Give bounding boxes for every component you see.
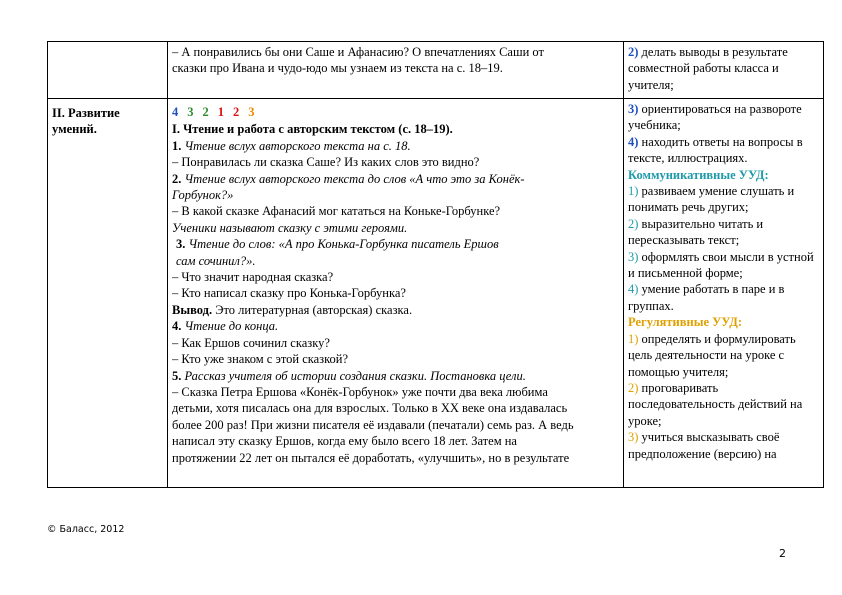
activity-number: 1: [217, 105, 224, 119]
text-line: – А понравились бы они Саше и Афанасию? О впечатлениях Саши от: [172, 45, 544, 59]
activity-number: 3: [248, 105, 255, 119]
step: 5. Рассказ учителя об истории создания сказки. Постановка цели.: [172, 368, 526, 383]
question: – Понравилась ли сказка Саше? Из каких слов это видно?: [172, 155, 480, 170]
lesson-table: [47, 41, 824, 488]
uud-item: 2) проговаривать последовательность действий на уроке;: [628, 380, 803, 428]
step: 4. Чтение до конца.: [172, 319, 279, 334]
uud-item: 3) оформлять свои мысли в устной и письменной форме;: [628, 249, 814, 281]
note: Ученики называют сказку с этими героями.: [172, 220, 408, 235]
uud-heading: Регулятивные УУД:: [628, 315, 742, 330]
step-cont: Горбунок?»: [172, 188, 234, 203]
uud-item: [628, 44, 819, 93]
text-line: сказки про Ивана и чудо-юдо мы узнаем из текста на с. 18–19.: [172, 61, 503, 76]
step: 2. Чтение вслух авторского текста до слов «А что это за Конёк-: [172, 171, 525, 186]
question: – В какой сказке Афанасий мог кататься на Коньке-Горбунке?: [172, 204, 501, 219]
story-line: детьми, хотя писалась она для взрослых. Только в XX веке она издавалась: [172, 401, 568, 416]
copyright-footer: © Баласс, 2012: [47, 524, 125, 535]
stage-cell: [48, 99, 168, 488]
uud-item: 3) учиться высказывать своё предположение (версию) на: [628, 430, 780, 461]
page-number: 2: [779, 547, 786, 560]
uud-item: 1) определять и формулировать цель деятельности на уроке с помощью учителя;: [628, 331, 796, 379]
stage-title: II. Развитие умений.: [52, 106, 120, 137]
story-line: более 200 раз! При жизни писателя её издавали (печатали) семь раз. А ведь: [172, 417, 574, 432]
content-cell: [168, 99, 624, 488]
uud-item: 3) ориентироваться на развороте учебника;: [628, 102, 802, 133]
activity-numbers: [172, 104, 619, 120]
stage-cell: [48, 42, 168, 99]
story-line: – Сказка Петра Ершова «Конёк-Горбунок» уже почти два века любима: [172, 384, 548, 399]
uud-heading: Коммуникативные УУД:: [628, 167, 769, 182]
activity-number: 2: [202, 105, 209, 119]
activity-number: 4: [172, 105, 179, 119]
uud-cell: [624, 42, 824, 99]
uud-item: 4) находить ответы на вопросы в тексте, иллюстрациях.: [628, 134, 803, 166]
question: – Что значит народная сказка?: [172, 270, 334, 285]
story-line: написал эту сказку Ершов, когда ему было всего 18 лет. Затем на: [172, 434, 517, 449]
conclusion: Вывод. Это литературная (авторская) сказка.: [172, 302, 413, 317]
uud-item: 4) умение работать в паре и в группах.: [628, 282, 785, 313]
activity-number: 3: [187, 105, 194, 119]
step: 3. Чтение до слов: «А про Конька-Горбунка писатель Ершов: [176, 237, 499, 252]
question: – Как Ершов сочинил сказку?: [172, 335, 330, 350]
activity-number: 2: [233, 105, 240, 119]
uud-item: 1) развиваем умение слушать и понимать речь других;: [628, 184, 795, 215]
table-row: [48, 99, 824, 488]
uud-item: 2) выразительно читать и пересказывать текст;: [628, 216, 764, 248]
step: 1. Чтение вслух авторского текста на с. 18.: [172, 138, 411, 153]
step-cont: сам сочинил?».: [176, 253, 256, 268]
section-heading: I. Чтение и работа с авторским текстом (с. 18–19).: [172, 122, 453, 137]
question: – Кто написал сказку про Конька-Горбунка?: [172, 286, 406, 301]
content-cell: [168, 42, 624, 99]
item-number: 2): [628, 45, 639, 59]
question: – Кто уже знаком с этой сказкой?: [172, 352, 349, 367]
uud-cell: [624, 99, 824, 488]
story-line: протяжении 22 лет он пытался её доработать, «улучшить», но в результате: [172, 450, 570, 465]
item-text: делать выводы в результате совместной работы класса и учителя;: [628, 45, 788, 92]
table-row: [48, 42, 824, 99]
